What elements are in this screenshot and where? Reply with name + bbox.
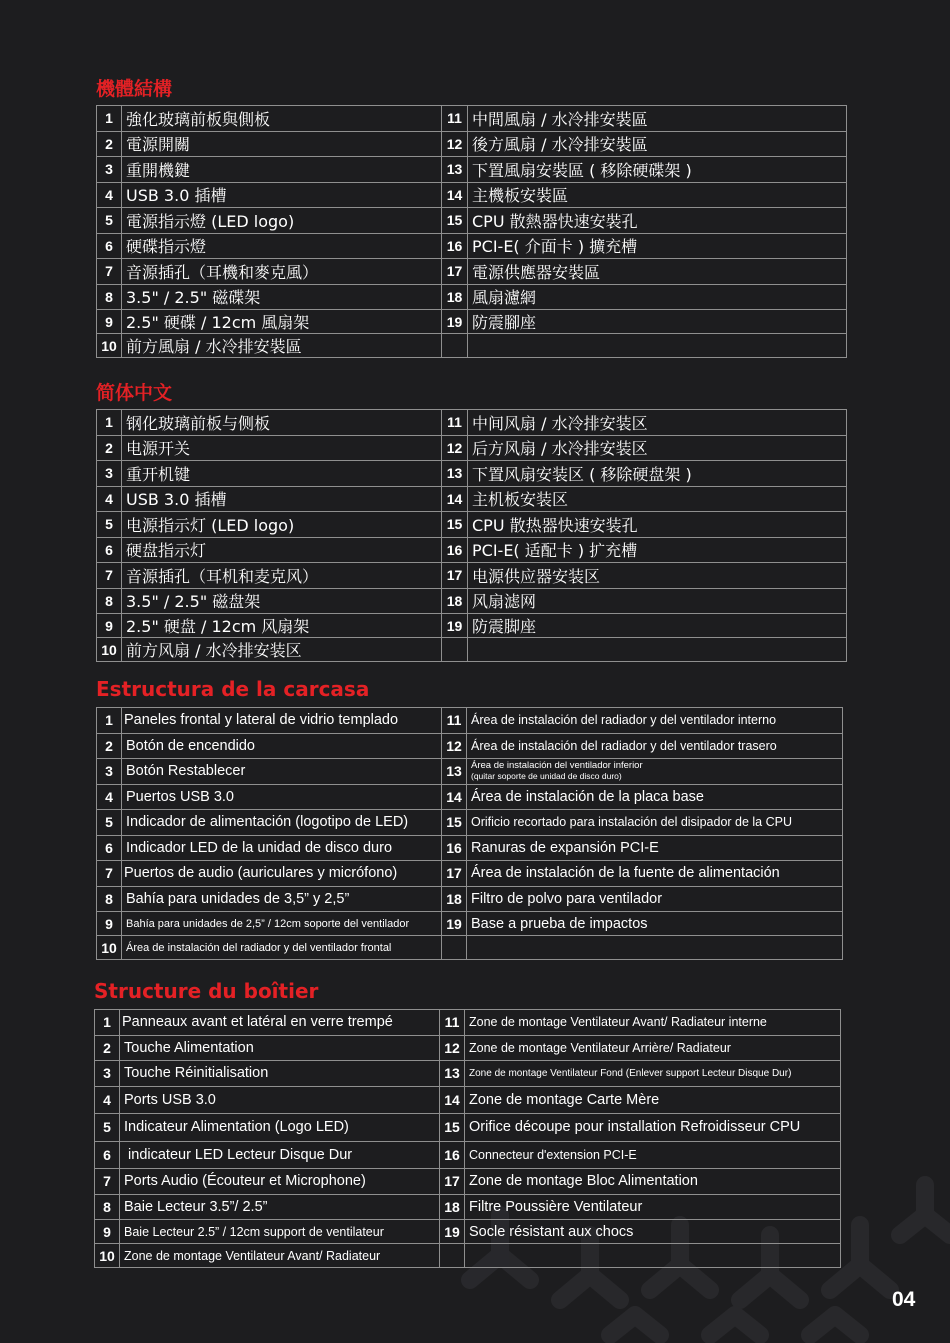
item-label-line1: Área de instalación del ventilador inferior xyxy=(471,760,643,772)
item-label: Bahía para unidades de 2,5” / 12cm soporte del ventilador xyxy=(122,912,442,936)
item-number: 14 xyxy=(442,784,467,810)
item-number: 10 xyxy=(97,334,122,358)
item-number: 18 xyxy=(442,284,468,310)
item-number: 13 xyxy=(442,759,467,785)
item-label: CPU 散熱器快速安裝孔 xyxy=(468,208,847,234)
table-row xyxy=(97,259,847,285)
item-number: 7 xyxy=(95,1169,120,1195)
item-number: 12 xyxy=(442,733,467,759)
item-label: 重开机键 xyxy=(122,461,442,487)
table-row xyxy=(97,784,843,810)
section-title: 機體結構 xyxy=(96,78,173,100)
empty-cell xyxy=(442,638,468,662)
item-number: 13 xyxy=(442,157,468,183)
table-row xyxy=(97,233,847,259)
item-number: 9 xyxy=(97,614,122,638)
table-row xyxy=(95,1010,841,1036)
table-row xyxy=(97,733,843,759)
item-label: 硬碟指示燈 xyxy=(122,233,442,259)
table-row xyxy=(97,861,843,887)
item-label-line2: (quitar soporte de unidad de disco duro) xyxy=(471,771,622,782)
item-number: 11 xyxy=(442,708,467,734)
item-number: 1 xyxy=(97,410,122,436)
item-label: Puertos de audio (auriculares y micrófono) xyxy=(122,861,442,887)
item-label: 硬盘指示灯 xyxy=(122,537,442,563)
item-number: 4 xyxy=(95,1086,120,1114)
item-number: 5 xyxy=(95,1114,120,1142)
item-label: Ports USB 3.0 xyxy=(120,1086,440,1114)
item-number: 3 xyxy=(97,461,122,487)
table-row xyxy=(97,310,847,334)
table-row xyxy=(97,512,847,538)
item-label: CPU 散热器快速安装孔 xyxy=(468,512,847,538)
item-number: 11 xyxy=(442,106,468,132)
item-number: 6 xyxy=(97,835,122,861)
item-number: 19 xyxy=(440,1220,465,1244)
table-row xyxy=(97,614,847,638)
item-number: 2 xyxy=(95,1035,120,1061)
item-label: Zone de montage Carte Mère xyxy=(465,1086,841,1114)
table-row xyxy=(95,1141,841,1169)
item-number: 8 xyxy=(97,588,122,614)
item-number: 3 xyxy=(97,157,122,183)
table-row xyxy=(97,410,847,436)
item-label xyxy=(467,759,843,785)
item-label: Orifice découpe pour installation Refroidisseur CPU xyxy=(465,1114,841,1142)
item-label: Ranuras de expansión PCI-E xyxy=(467,835,843,861)
item-number: 16 xyxy=(442,835,467,861)
item-number: 2 xyxy=(97,131,122,157)
item-number: 1 xyxy=(95,1010,120,1036)
item-label: Touche Alimentation xyxy=(120,1035,440,1061)
item-label: Zone de montage Ventilateur Avant/ Radiateur xyxy=(120,1244,440,1268)
table-row xyxy=(97,157,847,183)
table-row xyxy=(97,435,847,461)
item-number: 1 xyxy=(97,106,122,132)
item-number: 10 xyxy=(97,936,122,960)
item-label: Área de instalación del radiador y del ventilador trasero xyxy=(467,733,843,759)
item-number: 19 xyxy=(442,310,468,334)
table-row xyxy=(95,1035,841,1061)
item-number: 5 xyxy=(97,810,122,836)
table-row xyxy=(97,708,843,734)
table-row xyxy=(95,1114,841,1142)
section-title: 简体中文 xyxy=(96,382,173,404)
item-label: Panneaux avant et latéral en verre trempé xyxy=(120,1010,440,1036)
item-number: 12 xyxy=(440,1035,465,1061)
spec-table xyxy=(96,105,847,358)
item-label: 主機板安裝區 xyxy=(468,182,847,208)
item-number: 15 xyxy=(442,810,467,836)
table-row xyxy=(97,912,843,936)
item-number: 9 xyxy=(97,310,122,334)
item-label: Zone de montage Ventilateur Avant/ Radiateur interne xyxy=(465,1010,841,1036)
item-number: 7 xyxy=(97,861,122,887)
item-label: 2.5" 硬盘 / 12cm 风扇架 xyxy=(122,614,442,638)
empty-cell xyxy=(440,1244,465,1268)
item-label: PCI-E( 介面卡 ) 擴充槽 xyxy=(468,233,847,259)
item-number: 17 xyxy=(442,861,467,887)
section-title: Structure du boîtier xyxy=(94,979,319,1003)
item-number: 11 xyxy=(442,410,468,436)
item-label: 下置风扇安装区 ( 移除硬盘架 ) xyxy=(468,461,847,487)
item-label: USB 3.0 插槽 xyxy=(122,486,442,512)
item-label: 主机板安装区 xyxy=(468,486,847,512)
table-row xyxy=(97,638,847,662)
item-label: 前方風扇 / 水冷排安裝區 xyxy=(122,334,442,358)
item-label: Touche Réinitialisation xyxy=(120,1061,440,1087)
item-label: Indicateur Alimentation (Logo LED) xyxy=(120,1114,440,1142)
item-number: 7 xyxy=(97,259,122,285)
item-label: 风扇滤网 xyxy=(468,588,847,614)
item-label: 防震脚座 xyxy=(468,614,847,638)
item-number: 14 xyxy=(442,486,468,512)
item-number: 2 xyxy=(97,733,122,759)
item-label: 電源指示燈 (LED logo) xyxy=(122,208,442,234)
item-label: 前方风扇 / 水冷排安装区 xyxy=(122,638,442,662)
item-number: 16 xyxy=(442,537,468,563)
table-row xyxy=(97,208,847,234)
table-row xyxy=(97,131,847,157)
table-row xyxy=(97,759,843,785)
page-number: 04 xyxy=(892,1288,916,1311)
item-number: 15 xyxy=(440,1114,465,1142)
item-number: 14 xyxy=(442,182,468,208)
table-row xyxy=(97,106,847,132)
item-number: 17 xyxy=(442,259,468,285)
item-label: 重開機鍵 xyxy=(122,157,442,183)
empty-cell xyxy=(465,1244,841,1268)
item-number: 6 xyxy=(97,537,122,563)
item-number: 19 xyxy=(442,912,467,936)
section-title: Estructura de la carcasa xyxy=(96,677,370,701)
table-row xyxy=(97,182,847,208)
item-label: 3.5" / 2.5" 磁盘架 xyxy=(122,588,442,614)
item-number: 6 xyxy=(97,233,122,259)
item-label: PCI-E( 适配卡 ) 扩充槽 xyxy=(468,537,847,563)
item-number: 10 xyxy=(97,638,122,662)
item-number: 8 xyxy=(97,886,122,912)
table-row xyxy=(97,461,847,487)
item-number: 11 xyxy=(440,1010,465,1036)
item-number: 2 xyxy=(97,435,122,461)
item-label: Baie Lecteur 2.5” / 12cm support de ventilateur xyxy=(120,1220,440,1244)
item-label: 2.5" 硬碟 / 12cm 風扇架 xyxy=(122,310,442,334)
empty-cell xyxy=(468,638,847,662)
table-row xyxy=(95,1169,841,1195)
item-number: 18 xyxy=(442,588,468,614)
item-label: 电源指示灯 (LED logo) xyxy=(122,512,442,538)
item-label: 中间风扇 / 水冷排安装区 xyxy=(468,410,847,436)
table-row xyxy=(97,334,847,358)
table-row xyxy=(97,563,847,589)
table-row xyxy=(95,1194,841,1220)
item-number: 3 xyxy=(97,759,122,785)
item-number: 6 xyxy=(95,1141,120,1169)
item-number: 15 xyxy=(442,208,468,234)
item-number: 18 xyxy=(440,1194,465,1220)
item-number: 13 xyxy=(440,1061,465,1087)
table-row xyxy=(95,1220,841,1244)
item-label: USB 3.0 插槽 xyxy=(122,182,442,208)
item-number: 16 xyxy=(442,233,468,259)
item-label: Filtre Poussière Ventilateur xyxy=(465,1194,841,1220)
item-number: 3 xyxy=(95,1061,120,1087)
table-row xyxy=(95,1061,841,1087)
item-number: 4 xyxy=(97,182,122,208)
item-label: 后方风扇 / 水冷排安装区 xyxy=(468,435,847,461)
item-number: 8 xyxy=(97,284,122,310)
table-row xyxy=(97,936,843,960)
item-number: 9 xyxy=(95,1220,120,1244)
item-number: 8 xyxy=(95,1194,120,1220)
item-label: 電源供應器安裝區 xyxy=(468,259,847,285)
item-label: Indicador LED de la unidad de disco duro xyxy=(122,835,442,861)
item-label: 音源插孔（耳機和麥克風） xyxy=(122,259,442,285)
item-label: 強化玻璃前板與側板 xyxy=(122,106,442,132)
item-label: Área de instalación del radiador y del ventilador frontal xyxy=(122,936,442,960)
empty-cell xyxy=(467,936,843,960)
table-row xyxy=(97,588,847,614)
item-number: 1 xyxy=(97,708,122,734)
item-label: 電源開關 xyxy=(122,131,442,157)
item-number: 12 xyxy=(442,435,468,461)
item-number: 4 xyxy=(97,486,122,512)
item-label: Zone de montage Ventilateur Fond (Enlever support Lecteur Disque Dur) xyxy=(465,1061,841,1087)
table-row xyxy=(97,537,847,563)
item-label: Zone de montage Bloc Alimentation xyxy=(465,1169,841,1195)
item-label: Paneles frontal y lateral de vidrio templado xyxy=(122,708,442,734)
spec-table xyxy=(96,409,847,662)
item-number: 16 xyxy=(440,1141,465,1169)
item-label: 後方風扇 / 水冷排安裝區 xyxy=(468,131,847,157)
item-label: Orificio recortado para instalación del disipador de la CPU xyxy=(467,810,843,836)
item-label: 音源插孔（耳机和麦克风） xyxy=(122,563,442,589)
item-label: Área de instalación de la placa base xyxy=(467,784,843,810)
item-number: 12 xyxy=(442,131,468,157)
item-label: Botón Restablecer xyxy=(122,759,442,785)
item-label: Socle résistant aux chocs xyxy=(465,1220,841,1244)
table-row xyxy=(95,1244,841,1268)
item-number: 17 xyxy=(440,1169,465,1195)
item-label: Filtro de polvo para ventilador xyxy=(467,886,843,912)
item-number: 5 xyxy=(97,208,122,234)
item-label: 防震腳座 xyxy=(468,310,847,334)
item-number: 13 xyxy=(442,461,468,487)
item-label: Área de instalación del radiador y del ventilador interno xyxy=(467,708,843,734)
item-label: Connecteur d'extension PCI-E xyxy=(465,1141,841,1169)
item-label: 钢化玻璃前板与侧板 xyxy=(122,410,442,436)
spec-table xyxy=(96,707,843,960)
item-label: Puertos USB 3.0 xyxy=(122,784,442,810)
table-row xyxy=(97,835,843,861)
table-row xyxy=(97,886,843,912)
item-label: 下置風扇安裝區 ( 移除硬碟架 ) xyxy=(468,157,847,183)
item-number: 5 xyxy=(97,512,122,538)
item-label: 电源开关 xyxy=(122,435,442,461)
item-label: Indicador de alimentación (logotipo de LED) xyxy=(122,810,442,836)
item-number: 14 xyxy=(440,1086,465,1114)
item-label: 風扇濾網 xyxy=(468,284,847,310)
item-number: 17 xyxy=(442,563,468,589)
item-label: Zone de montage Ventilateur Arrière/ Radiateur xyxy=(465,1035,841,1061)
table-row xyxy=(97,284,847,310)
table-row xyxy=(97,810,843,836)
item-number: 18 xyxy=(442,886,467,912)
item-number: 9 xyxy=(97,912,122,936)
item-label: Ports Audio (Écouteur et Microphone) xyxy=(120,1169,440,1195)
empty-cell xyxy=(442,936,467,960)
item-label: Base a prueba de impactos xyxy=(467,912,843,936)
item-label: indicateur LED Lecteur Disque Dur xyxy=(120,1141,440,1169)
item-label: Baie Lecteur 3.5”/ 2.5” xyxy=(120,1194,440,1220)
item-label: Botón de encendido xyxy=(122,733,442,759)
item-label: Área de instalación de la fuente de alimentación xyxy=(467,861,843,887)
item-label: 电源供应器安装区 xyxy=(468,563,847,589)
table-row xyxy=(95,1086,841,1114)
item-number: 7 xyxy=(97,563,122,589)
item-number: 10 xyxy=(95,1244,120,1268)
item-number: 15 xyxy=(442,512,468,538)
empty-cell xyxy=(468,334,847,358)
item-number: 4 xyxy=(97,784,122,810)
table-row xyxy=(97,486,847,512)
item-number: 19 xyxy=(442,614,468,638)
spec-table xyxy=(94,1009,841,1268)
item-label: 中間風扇 / 水冷排安裝區 xyxy=(468,106,847,132)
item-label: Bahía para unidades de 3,5” y 2,5” xyxy=(122,886,442,912)
empty-cell xyxy=(442,334,468,358)
item-label: 3.5" / 2.5" 磁碟架 xyxy=(122,284,442,310)
